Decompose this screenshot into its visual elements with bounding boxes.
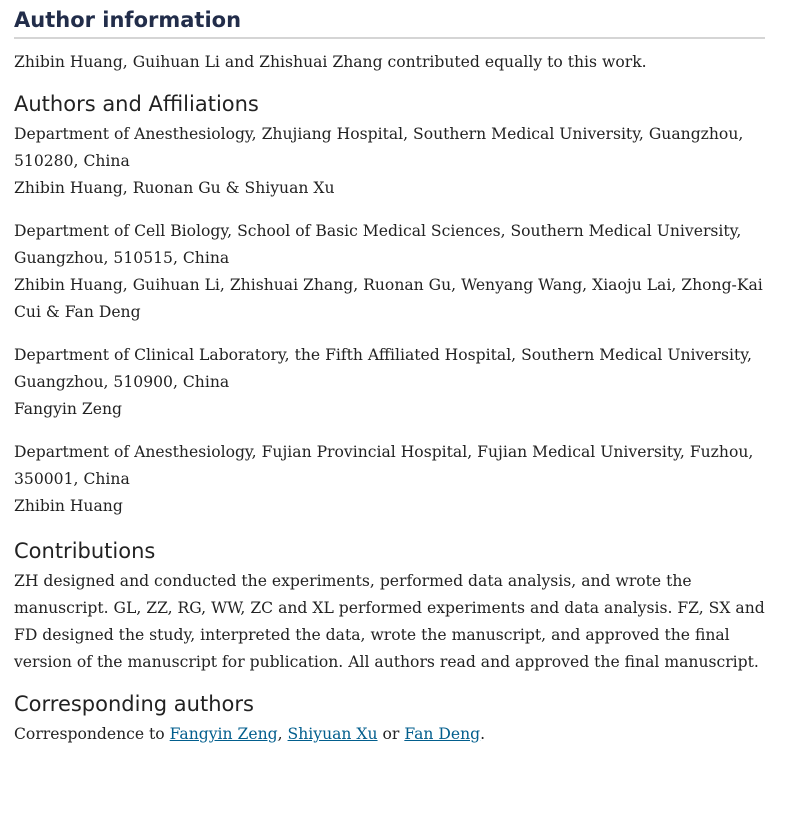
affiliation-authors: Fangyin Zeng	[14, 400, 122, 418]
correspondence-line	[14, 721, 765, 748]
affiliation-group	[14, 439, 765, 520]
corresponding-authors-heading: Corresponding authors	[14, 692, 254, 716]
affiliation-department: Department of Cell Biology, School of Basic Medical Sciences, Southern Medical University, Guangzhou, 510515, China	[14, 222, 742, 267]
affiliation-department: Department of Anesthesiology, Fujian Provincial Hospital, Fujian Medical University, Fuzhou, 350001, China	[14, 443, 754, 488]
separator: or	[377, 725, 405, 743]
affiliation-authors: Zhibin Huang	[14, 497, 123, 515]
equal-contribution-note: Zhibin Huang, Guihuan Li and Zhishuai Zhang contributed equally to this work.	[14, 53, 647, 71]
author-information-heading: Author information	[14, 0, 765, 39]
contributions-text: ZH designed and conducted the experiments, performed data analysis, and wrote the manuscript. GL, ZZ, RG, WW, ZC and XL performed experiments and data analysis. FZ, SX and FD designed the study, interpreted the data, wrote the manuscript, and approved the final version of the manuscript for publication. All authors read and approved the final manuscript.	[14, 572, 765, 671]
author-information-section	[14, 0, 765, 748]
affiliation-authors: Zhibin Huang, Ruonan Gu & Shiyuan Xu	[14, 179, 335, 197]
contributions-heading: Contributions	[14, 539, 156, 563]
author-link-shiyuan-xu[interactable]: Shiyuan Xu	[287, 725, 378, 743]
correspondence-prefix: Correspondence to	[14, 725, 170, 743]
affiliation-group	[14, 218, 765, 326]
author-link-fan-deng[interactable]: Fan Deng	[404, 725, 481, 743]
author-link-fangyin-zeng[interactable]: Fangyin Zeng	[169, 725, 278, 743]
affiliation-group	[14, 342, 765, 423]
separator: ,	[277, 725, 288, 743]
affiliation-group	[14, 121, 765, 202]
correspondence-suffix: .	[480, 725, 486, 743]
affiliation-department: Department of Anesthesiology, Zhujiang Hospital, Southern Medical University, Guangzhou, 510280, China	[14, 125, 744, 170]
affiliation-authors: Zhibin Huang, Guihuan Li, Zhishuai Zhang, Ruonan Gu, Wenyang Wang, Xiaoju Lai, Zhong-Kai Cui & Fan Deng	[14, 276, 763, 321]
affiliations-heading: Authors and Affiliations	[14, 92, 259, 116]
affiliation-department: Department of Clinical Laboratory, the Fifth Affiliated Hospital, Southern Medical University, Guangzhou, 510900, China	[14, 346, 752, 391]
